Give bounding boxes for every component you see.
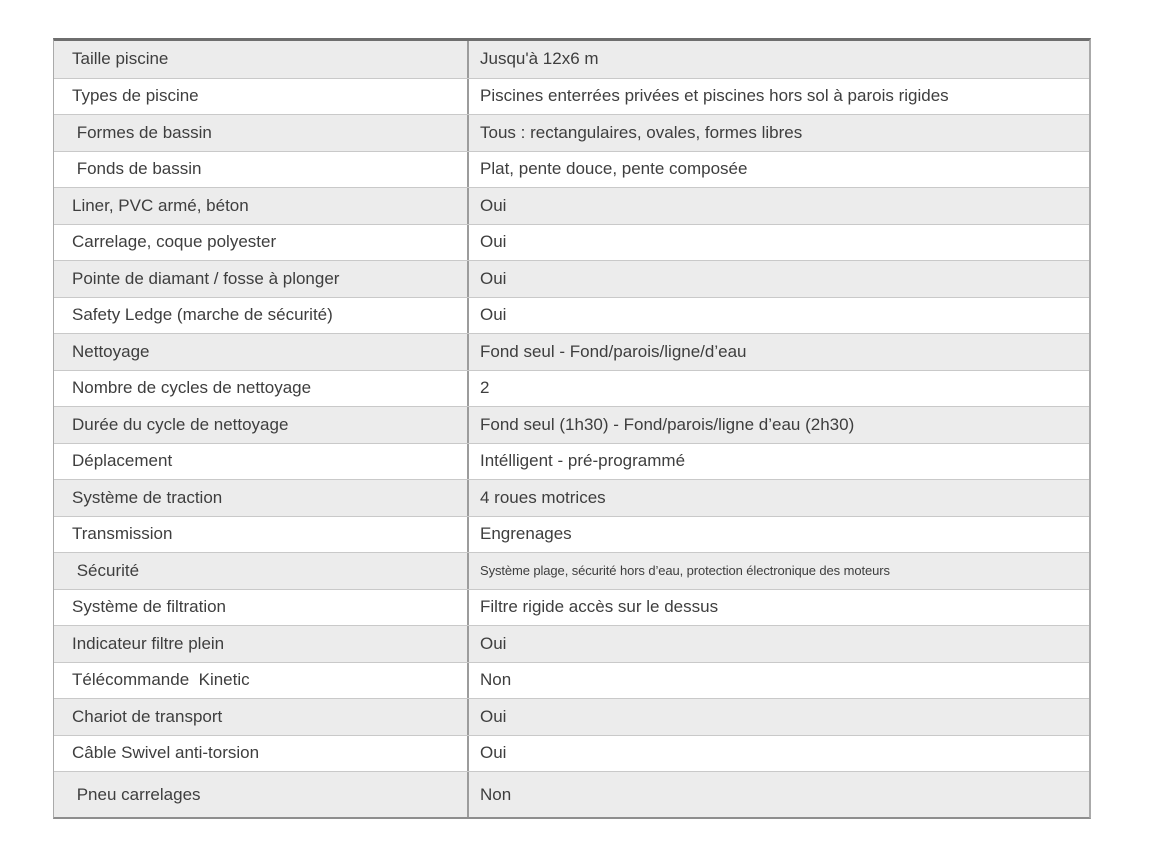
spec-table xyxy=(53,38,1091,819)
spec-value: Système plage, sécurité hors d’eau, protection électronique des moteurs xyxy=(467,553,1089,589)
spec-value: Oui xyxy=(467,188,1089,224)
spec-label: Indicateur filtre plein xyxy=(72,633,225,653)
table-row xyxy=(54,662,1089,699)
spec-label: Pointe de diamant / fosse à plonger xyxy=(72,268,340,288)
spec-value: Piscines enterrées privées et piscines hors sol à parois rigides xyxy=(467,79,1089,115)
table-row xyxy=(54,151,1089,188)
spec-value: Plat, pente douce, pente composée xyxy=(467,152,1089,188)
spec-label: Durée du cycle de nettoyage xyxy=(72,414,289,434)
spec-value: Filtre rigide accès sur le dessus xyxy=(467,590,1089,626)
spec-label: Liner, PVC armé, béton xyxy=(72,195,249,215)
table-row xyxy=(54,333,1089,370)
spec-label: Sécurité xyxy=(72,560,140,580)
table-row xyxy=(54,41,1089,78)
table-row xyxy=(54,297,1089,334)
table-row xyxy=(54,735,1089,772)
table-row xyxy=(54,114,1089,151)
spec-label: Formes de bassin xyxy=(72,122,212,142)
spec-value: Tous : rectangulaires, ovales, formes libres xyxy=(467,115,1089,151)
spec-value: Oui xyxy=(467,225,1089,261)
table-row xyxy=(54,552,1089,589)
spec-label: Fonds de bassin xyxy=(72,159,202,179)
table-row xyxy=(54,224,1089,261)
spec-value: Intélligent - pré-programmé xyxy=(467,444,1089,480)
table-row xyxy=(54,589,1089,626)
spec-label: Télécommande Kinetic xyxy=(72,670,250,690)
table-row xyxy=(54,370,1089,407)
spec-value: Oui xyxy=(467,699,1089,735)
spec-value: Non xyxy=(467,663,1089,699)
table-row xyxy=(54,187,1089,224)
spec-label: Pneu carrelages xyxy=(72,784,201,804)
table-row xyxy=(54,625,1089,662)
table-row xyxy=(54,406,1089,443)
table-row xyxy=(54,443,1089,480)
spec-value: Fond seul (1h30) - Fond/parois/ligne d’eau (2h30) xyxy=(467,407,1089,443)
spec-label: Taille piscine xyxy=(72,49,169,69)
spec-label: Carrelage, coque polyester xyxy=(72,232,277,252)
table-row xyxy=(54,698,1089,735)
spec-label: Chariot de transport xyxy=(72,706,223,726)
spec-label: Système de traction xyxy=(72,487,223,507)
table-row xyxy=(54,260,1089,297)
spec-value: Oui xyxy=(467,736,1089,772)
spec-value: Non xyxy=(467,772,1089,817)
spec-value: Fond seul - Fond/parois/ligne/d’eau xyxy=(467,334,1089,370)
spec-value: Jusqu'à 12x6 m xyxy=(467,41,1089,78)
table-row xyxy=(54,479,1089,516)
table-row xyxy=(54,771,1089,817)
spec-value: 2 xyxy=(467,371,1089,407)
spec-value: 4 roues motrices xyxy=(467,480,1089,516)
spec-label: Système de filtration xyxy=(72,597,227,617)
spec-label: Déplacement xyxy=(72,451,173,471)
spec-value: Engrenages xyxy=(467,517,1089,553)
spec-label: Safety Ledge (marche de sécurité) xyxy=(72,305,333,325)
spec-label: Nettoyage xyxy=(72,341,150,361)
spec-value: Oui xyxy=(467,261,1089,297)
table-row xyxy=(54,78,1089,115)
spec-label: Types de piscine xyxy=(72,86,199,106)
spec-value: Oui xyxy=(467,626,1089,662)
spec-label: Câble Swivel anti-torsion xyxy=(72,743,260,763)
spec-value: Oui xyxy=(467,298,1089,334)
spec-label: Transmission xyxy=(72,524,173,544)
table-row xyxy=(54,516,1089,553)
spec-label: Nombre de cycles de nettoyage xyxy=(72,378,312,398)
